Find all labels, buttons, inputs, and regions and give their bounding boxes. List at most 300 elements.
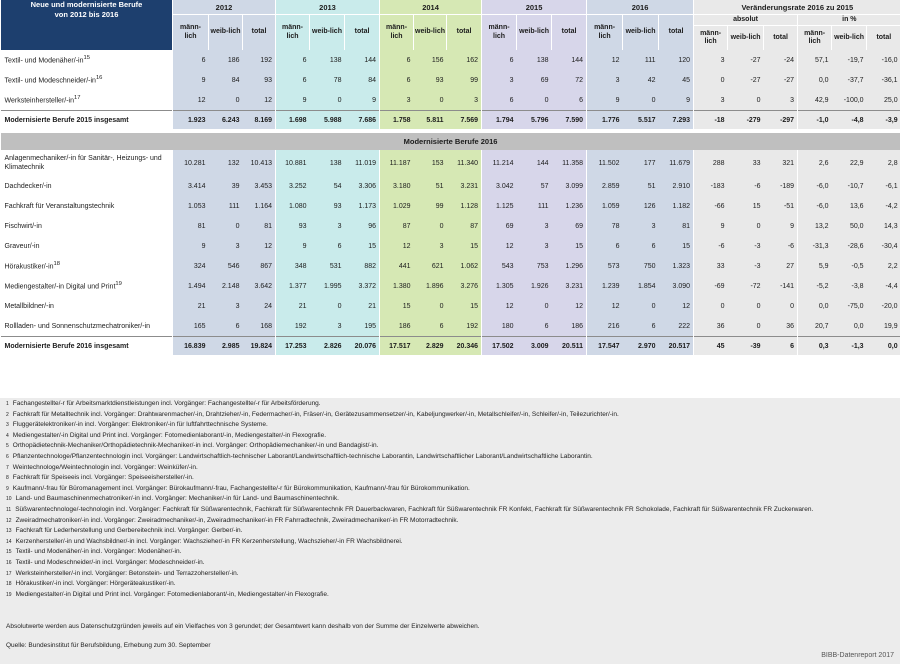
year-2015-header: 2015 <box>482 0 587 15</box>
col-2016-female: weib-lich <box>623 15 659 51</box>
cell-value: 1.926 <box>517 276 552 296</box>
cell-value: 2.985 <box>209 337 243 356</box>
cell-value: 50,0 <box>832 216 867 236</box>
cell-value: 13,6 <box>832 196 867 216</box>
cell-value: 51 <box>623 176 659 196</box>
cell-value: 1.305 <box>482 276 517 296</box>
row-label: Graveur/-in <box>4 242 40 250</box>
table-body <box>1 50 900 355</box>
year-2016-header: 2016 <box>587 0 694 15</box>
cell-value: 2,6 <box>798 150 832 176</box>
cell-value: 12 <box>587 296 623 316</box>
footnote: $^8$ Fachkraft für Speiseeis incl. Vorgänger: Speiseeishersteller/-in. <box>6 474 194 482</box>
cell-value: 1.698 <box>276 111 310 130</box>
cell-value: 0 <box>728 316 764 337</box>
cell-value: -1,3 <box>832 337 867 356</box>
cell-value: 1.758 <box>380 111 414 130</box>
cell-value: 45 <box>694 337 728 356</box>
table-title-line2: von 2012 bis 2016 <box>54 10 119 19</box>
cell-value: 11.502 <box>587 150 623 176</box>
cell-value: 11.340 <box>447 150 482 176</box>
footnote-ref: 19 <box>115 281 122 288</box>
footnote-ref: 17 <box>74 95 81 102</box>
cell-value: 1.380 <box>380 276 414 296</box>
cell-value: 6 <box>552 90 587 111</box>
cell-value: 42 <box>623 70 659 90</box>
cell-value: 93 <box>414 70 447 90</box>
cell-value: -51 <box>764 196 798 216</box>
table-row <box>1 256 900 276</box>
col-abs-female: weib-lich <box>728 26 764 51</box>
cell-value: 11.187 <box>380 150 414 176</box>
cell-value: 36 <box>694 316 728 337</box>
cell-value: -6,0 <box>798 196 832 216</box>
table-title-line1: Neue und modernisierte Berufe <box>30 0 143 9</box>
cell-value: 1.854 <box>623 276 659 296</box>
cell-value: 0 <box>310 90 345 111</box>
col-2012-female: weib-lich <box>209 15 243 51</box>
cell-value: 7.569 <box>447 111 482 130</box>
cell-value: 750 <box>623 256 659 276</box>
cell-value: 1.239 <box>587 276 623 296</box>
footnote: $^{12}$ Zweiradmechatroniker/-in incl. Vorgänger: Zweiradmechaniker/-in, Zweiradmechaniker/-in FR Fahrradtechnik, Zweiradmechaniker/-in FR Motorradtechnik. <box>6 516 459 524</box>
table-row <box>1 216 900 236</box>
cell-value: 192 <box>243 50 276 70</box>
footnote: $^{15}$ Textil- und Modenäher/-in incl. Vorgänger: Modenäher/-in. <box>6 548 182 556</box>
row-label: Rollladen- und Sonnenschutzmechatroniker/-in <box>4 322 151 330</box>
footnote: $^7$ Weintechnologe/Weintechnologin incl. Vorgänger: Weinküfer/-in. <box>6 463 198 471</box>
cell-value: -0,5 <box>832 256 867 276</box>
cell-value: 3.090 <box>659 276 694 296</box>
cell-value: 99 <box>414 196 447 216</box>
row-label: Werksteinhersteller/$-in^{17}$ <box>4 95 81 105</box>
cell-value: 22,9 <box>832 150 867 176</box>
cell-value: 1.182 <box>659 196 694 216</box>
cell-value: 348 <box>276 256 310 276</box>
cell-value: 0 <box>209 90 243 111</box>
cell-value: 111 <box>209 196 243 216</box>
cell-value: 19.824 <box>243 337 276 356</box>
year-2013-header: 2013 <box>276 0 380 15</box>
cell-value: 7.293 <box>659 111 694 130</box>
table-row <box>1 196 900 216</box>
cell-value: 1.794 <box>482 111 517 130</box>
cell-value: 93 <box>276 216 310 236</box>
cell-value: 186 <box>380 316 414 337</box>
cell-value: 12 <box>243 236 276 256</box>
footnote: $^9$ Kaufmann/-frau für Büromanagement incl. Vorgänger: Bürokaufmann/-frau, Fachangestellte/-r für Bürokommunikation, Kaufmann/-frau für Bürokommunikation. <box>6 484 470 492</box>
cell-value: 17.502 <box>482 337 517 356</box>
cell-value: 0 <box>623 90 659 111</box>
cell-value: 57 <box>517 176 552 196</box>
cell-value: 3 <box>414 236 447 256</box>
cell-value: 216 <box>587 316 623 337</box>
cell-value: -27 <box>764 70 798 90</box>
cell-value: -6,1 <box>867 176 900 196</box>
year-2012-header: 2012 <box>173 0 276 15</box>
cell-value: 3.252 <box>276 176 310 196</box>
cell-value: 12 <box>173 90 209 111</box>
cell-value: 0 <box>517 90 552 111</box>
cell-value: 3.642 <box>243 276 276 296</box>
cell-value: 9 <box>659 90 694 111</box>
cell-value: 19,9 <box>867 316 900 337</box>
cell-value: 5.811 <box>414 111 447 130</box>
cell-value: 6 <box>517 316 552 337</box>
cell-value: 7.590 <box>552 111 587 130</box>
footnote: $^{17}$ Werksteinhersteller/-in incl. Vorgänger: Betonstein- und Terrazzohersteller/-in. <box>6 569 239 577</box>
cell-value: 0 <box>728 296 764 316</box>
cell-value: 0 <box>728 216 764 236</box>
cell-value: 546 <box>209 256 243 276</box>
cell-value: 0,0 <box>832 316 867 337</box>
col-2015-male: männ-lich <box>482 15 517 51</box>
cell-value: 9 <box>173 70 209 90</box>
cell-value: 11.679 <box>659 150 694 176</box>
cell-value: 126 <box>623 196 659 216</box>
cell-value: 3 <box>694 90 728 111</box>
cell-value: 6 <box>414 316 447 337</box>
cell-value: 33 <box>728 150 764 176</box>
cell-value: 20.076 <box>345 337 380 356</box>
cell-value: 3.099 <box>552 176 587 196</box>
cell-value: 195 <box>345 316 380 337</box>
cell-value: 1.125 <box>482 196 517 216</box>
cell-value: 2.970 <box>623 337 659 356</box>
cell-value: 6 <box>276 50 310 70</box>
row-label: Metallbildner/-in <box>4 302 54 310</box>
cell-value: 9 <box>276 236 310 256</box>
cell-value: 3.372 <box>345 276 380 296</box>
cell-value: 36 <box>764 316 798 337</box>
table-row <box>1 236 900 256</box>
cell-value: 6 <box>310 236 345 256</box>
cell-value: 57,1 <box>798 50 832 70</box>
cell-value: 0,3 <box>798 337 832 356</box>
cell-value: 11.358 <box>552 150 587 176</box>
cell-value: 0 <box>414 216 447 236</box>
cell-value: 288 <box>694 150 728 176</box>
cell-value: 3 <box>587 70 623 90</box>
cell-value: 17.517 <box>380 337 414 356</box>
cell-value: 138 <box>310 50 345 70</box>
cell-value: -69 <box>694 276 728 296</box>
cell-value: 1.128 <box>447 196 482 216</box>
cell-value: 111 <box>517 196 552 216</box>
cell-value: 20.517 <box>659 337 694 356</box>
cell-value: 5.796 <box>517 111 552 130</box>
col-2014-total: total <box>447 15 482 51</box>
cell-value: 1.896 <box>414 276 447 296</box>
cell-value: -6 <box>728 176 764 196</box>
cell-value: 15 <box>447 236 482 256</box>
cell-value: 0 <box>517 296 552 316</box>
footnotes-area <box>0 398 900 664</box>
table-row <box>1 90 900 111</box>
section-heading-row <box>1 133 900 150</box>
cell-value: 33 <box>694 256 728 276</box>
cell-value: 3 <box>380 90 414 111</box>
cell-value: -66 <box>694 196 728 216</box>
footnote-ref: 18 <box>53 261 60 268</box>
cell-value: 0 <box>694 70 728 90</box>
cell-value: 156 <box>414 50 447 70</box>
cell-value: 10.281 <box>173 150 209 176</box>
cell-value: 51 <box>414 176 447 196</box>
cell-value: 69 <box>482 216 517 236</box>
footnote: $^{13}$ Fachkraft für Lederherstellung und Gerbereitechnik incl. Vorgänger: Gerber/-in. <box>6 527 243 535</box>
cell-value: 20.346 <box>447 337 482 356</box>
change-rate-header: Veränderungsrate 2016 zu 2015 <box>694 0 900 15</box>
header-years-row <box>1 0 900 15</box>
cell-value: -3 <box>728 236 764 256</box>
cell-value: 6 <box>764 337 798 356</box>
cell-value: 27 <box>764 256 798 276</box>
cell-value: 9 <box>587 90 623 111</box>
cell-value: 3 <box>447 90 482 111</box>
cell-value: 0,0 <box>798 296 832 316</box>
col-2013-male: männ-lich <box>276 15 310 51</box>
cell-value: 6 <box>380 70 414 90</box>
cell-value: 3 <box>623 216 659 236</box>
cell-value: -3,9 <box>867 111 900 130</box>
cell-value: 78 <box>587 216 623 236</box>
cell-value: 14,3 <box>867 216 900 236</box>
cell-value: -37,7 <box>832 70 867 90</box>
cell-value: 0 <box>694 296 728 316</box>
footnote-ref: 16 <box>95 75 103 82</box>
cell-value: 20,7 <box>798 316 832 337</box>
cell-value: 867 <box>243 256 276 276</box>
cell-value: 3.276 <box>447 276 482 296</box>
row-label: Modernisierte Berufe 2016 insgesamt <box>1 337 173 356</box>
col-2016-total: total <box>659 15 694 51</box>
col-2012-total: total <box>243 15 276 51</box>
cell-value: -3 <box>728 256 764 276</box>
cell-value: 20.511 <box>552 337 587 356</box>
cell-value: 3.009 <box>517 337 552 356</box>
cell-value: 3 <box>694 50 728 70</box>
cell-value: 24 <box>243 296 276 316</box>
cell-value: 2,8 <box>867 150 900 176</box>
cell-value: 12 <box>243 90 276 111</box>
footnote: $^{19}$ Mediengestalter/-in Digital und Print incl. Vorgänger: Fotomedienlaborant/-in, Mediengestalter/-in Flexografie. <box>6 590 329 598</box>
col-pct-total: total <box>867 26 900 51</box>
col-pct-male: männ-lich <box>798 26 832 51</box>
cell-value: 9 <box>276 90 310 111</box>
cell-value: 1.164 <box>243 196 276 216</box>
cell-value: 15 <box>447 296 482 316</box>
cell-value: -141 <box>764 276 798 296</box>
footnote: $^1$ Fachangestellte/-r für Arbeitsmarktdienstleistungen incl. Vorgänger: Fachangestellte/-r für Arbeitsförderung. <box>6 400 321 407</box>
cell-value: 1.029 <box>380 196 414 216</box>
cell-value: -30,4 <box>867 236 900 256</box>
cell-value: 9 <box>173 236 209 256</box>
cell-value: -279 <box>728 111 764 130</box>
cell-value: -72 <box>728 276 764 296</box>
cell-value: 16.839 <box>173 337 209 356</box>
footnote: $^2$ Fachkraft für Metalltechnik incl. Vorgänger: Drahtwarenmacher/-in, Drahtzieher/-in, Federmacher/-in, Fräser/-in, Gerätezusammensetzer/-in, Kabeljungwerker/-in, Metallschleifer/-in, Schleifer/-in, Teilezurichter/-in. <box>6 410 619 418</box>
cell-value: -27 <box>728 70 764 90</box>
rounding-note: Absolutwerte werden aus Datenschutzgründen jeweils auf ein Vielfaches von 3 gerundet; der Gesamtwert kann deshalb von der Summe der Einzelwerte abweichen. <box>6 623 480 631</box>
cell-value: 0,0 <box>867 337 900 356</box>
percent-header: in % <box>798 15 900 26</box>
cell-value: 186 <box>209 50 243 70</box>
cell-value: 12 <box>659 296 694 316</box>
cell-value: 222 <box>659 316 694 337</box>
cell-value: -10,7 <box>832 176 867 196</box>
cell-value: 72 <box>552 70 587 90</box>
cell-value: 21 <box>173 296 209 316</box>
cell-value: 0 <box>623 296 659 316</box>
cell-value: 6 <box>276 70 310 90</box>
col-pct-female: weib-lich <box>832 26 867 51</box>
cell-value: 0 <box>310 296 345 316</box>
cell-value: 441 <box>380 256 414 276</box>
row-label: Mediengestalter/-in Digital und Print$^{19}$ <box>4 281 122 291</box>
cell-value: 3.180 <box>380 176 414 196</box>
cell-value: 1.296 <box>552 256 587 276</box>
cell-value: 17.547 <box>587 337 623 356</box>
cell-value: -1,0 <box>798 111 832 130</box>
cell-value: 87 <box>447 216 482 236</box>
footnote: $^{14}$ Kerzenhersteller/-in und Wachsbildner/-in incl. Vorgänger: Wachszieher/-in FR Kerzenherstellung, Wachszieher/-in FR Wachsbildnerei. <box>6 537 403 545</box>
table-row <box>1 70 900 90</box>
cell-value: 10.413 <box>243 150 276 176</box>
cell-value: 2.826 <box>310 337 345 356</box>
cell-value: 21 <box>345 296 380 316</box>
col-abs-total: total <box>764 26 798 51</box>
cell-value: 3.306 <box>345 176 380 196</box>
cell-value: 144 <box>345 50 380 70</box>
cell-value: 192 <box>276 316 310 337</box>
cell-value: 144 <box>552 50 587 70</box>
cell-value: 6 <box>380 50 414 70</box>
cell-value: 0 <box>764 296 798 316</box>
cell-value: -24 <box>764 50 798 70</box>
cell-value: 1.062 <box>447 256 482 276</box>
cell-value: 81 <box>173 216 209 236</box>
row-label: Modernisierte Berufe 2015 insgesamt <box>1 111 173 130</box>
cell-value: 9 <box>694 216 728 236</box>
cell-value: 6 <box>209 316 243 337</box>
footnote: $^4$ Mediengestalter/-in Digital und Print incl. Vorgänger: Fotomedienlaborant/-in, Mediengestalter/-in Flexografie. <box>6 431 327 439</box>
total-row-2015 <box>1 111 900 130</box>
cell-value: 3 <box>209 296 243 316</box>
total-row-2016 <box>1 337 900 356</box>
cell-value: 84 <box>209 70 243 90</box>
cell-value: 3 <box>310 316 345 337</box>
cell-value: 2.148 <box>209 276 243 296</box>
cell-value: 39 <box>209 176 243 196</box>
cell-value: 3 <box>764 90 798 111</box>
cell-value: -4,4 <box>867 276 900 296</box>
footnote-ref: 15 <box>83 55 90 62</box>
cell-value: 3.231 <box>447 176 482 196</box>
cell-value: -28,6 <box>832 236 867 256</box>
cell-value: 1.776 <box>587 111 623 130</box>
cell-value: 5,9 <box>798 256 832 276</box>
cell-value: 111 <box>623 50 659 70</box>
cell-value: 177 <box>623 150 659 176</box>
cell-value: -18 <box>694 111 728 130</box>
cell-value: 8.169 <box>243 111 276 130</box>
cell-value: -6 <box>764 236 798 256</box>
cell-value: -16,0 <box>867 50 900 70</box>
cell-value: 882 <box>345 256 380 276</box>
cell-value: 54 <box>310 176 345 196</box>
cell-value: 87 <box>380 216 414 236</box>
cell-value: 2.859 <box>587 176 623 196</box>
cell-value: 15 <box>380 296 414 316</box>
section-heading: Modernisierte Berufe 2016 <box>1 133 900 150</box>
row-label: Fachkraft für Veranstaltungstechnik <box>4 202 115 210</box>
cell-value: -183 <box>694 176 728 196</box>
col-2015-total: total <box>552 15 587 51</box>
cell-value: 6 <box>482 90 517 111</box>
cell-value: 165 <box>173 316 209 337</box>
col-2014-male: männ-lich <box>380 15 414 51</box>
year-2014-header: 2014 <box>380 0 482 15</box>
footnote: $^6$ Pflanzentechnologe/Pflanzentechnologin incl. Vorgänger: Landwirtschaftlich-technischer Laborant/Landwirtschaftlich-technische Laborantin, Landwirtschaftlicher Laborant/Landwirtschaftliche Laborantin. <box>6 453 593 460</box>
cell-value: 11.214 <box>482 150 517 176</box>
footnote: $^{11}$ Süßwarentechnologe/-technologin incl. Vorgänger: Fachkraft für Süßwarentechnik, Fachkraft für Süßwarentechnik FR Dauerbackwaren, Fachkraft für Süßwarentechnik FR Konfekt, Fachkraft für Süßwarentechnik FR Schokolade, Fachkraft für Süßwarentechnik FR Zuckerwaren. <box>6 506 814 513</box>
cell-value: 1.236 <box>552 196 587 216</box>
cell-value: 1.173 <box>345 196 380 216</box>
cell-value: 120 <box>659 50 694 70</box>
cell-value: 3.414 <box>173 176 209 196</box>
cell-value: -100,0 <box>832 90 867 111</box>
cell-value: 3.453 <box>243 176 276 196</box>
footnote: $^5$ Orthopädietechnik-Mechaniker/Orthopädietechnik-Mechaniker/-in incl. Vorgänger: Orthopädiemechaniker/-in und Bandagist/-in. <box>6 442 379 450</box>
col-2014-female: weib-lich <box>414 15 447 51</box>
cell-value: 93 <box>243 70 276 90</box>
col-2016-male: männ-lich <box>587 15 623 51</box>
cell-value: 573 <box>587 256 623 276</box>
cell-value: 2.829 <box>414 337 447 356</box>
cell-value: 1.923 <box>173 111 209 130</box>
cell-value: 6 <box>623 236 659 256</box>
table-title <box>1 0 173 50</box>
cell-value: 25,0 <box>867 90 900 111</box>
cell-value: 93 <box>310 196 345 216</box>
row-label: Anlagenmechaniker/-in für Sanitär-, Heizungs- und Klimatechnik <box>4 155 162 171</box>
cell-value: 12 <box>552 296 587 316</box>
footnote: $^{10}$ Land- und Baumaschinenmechatroniker/-in incl. Vorgänger: Mechaniker/-in für Land- und Baumaschinentechnik. <box>6 495 339 503</box>
cell-value: 168 <box>243 316 276 337</box>
cell-value: 78 <box>310 70 345 90</box>
cell-value: 153 <box>414 150 447 176</box>
cell-value: 0 <box>209 216 243 236</box>
cell-value: 138 <box>310 150 345 176</box>
cell-value: 15 <box>552 236 587 256</box>
cell-value: 6 <box>482 50 517 70</box>
cell-value: 6.243 <box>209 111 243 130</box>
cell-value: -31,3 <box>798 236 832 256</box>
row-label: Textil- und Modeschneider/$-in^{16}$ <box>4 75 103 85</box>
cell-value: 1.053 <box>173 196 209 216</box>
cell-value: 6 <box>623 316 659 337</box>
cell-value: 0 <box>414 296 447 316</box>
cell-value: -27 <box>728 50 764 70</box>
cell-value: 12 <box>482 296 517 316</box>
cell-value: -39 <box>728 337 764 356</box>
cell-value: 81 <box>659 216 694 236</box>
cell-value: 2,2 <box>867 256 900 276</box>
cell-value: 42,9 <box>798 90 832 111</box>
cell-value: 3.231 <box>552 276 587 296</box>
cell-value: 324 <box>173 256 209 276</box>
